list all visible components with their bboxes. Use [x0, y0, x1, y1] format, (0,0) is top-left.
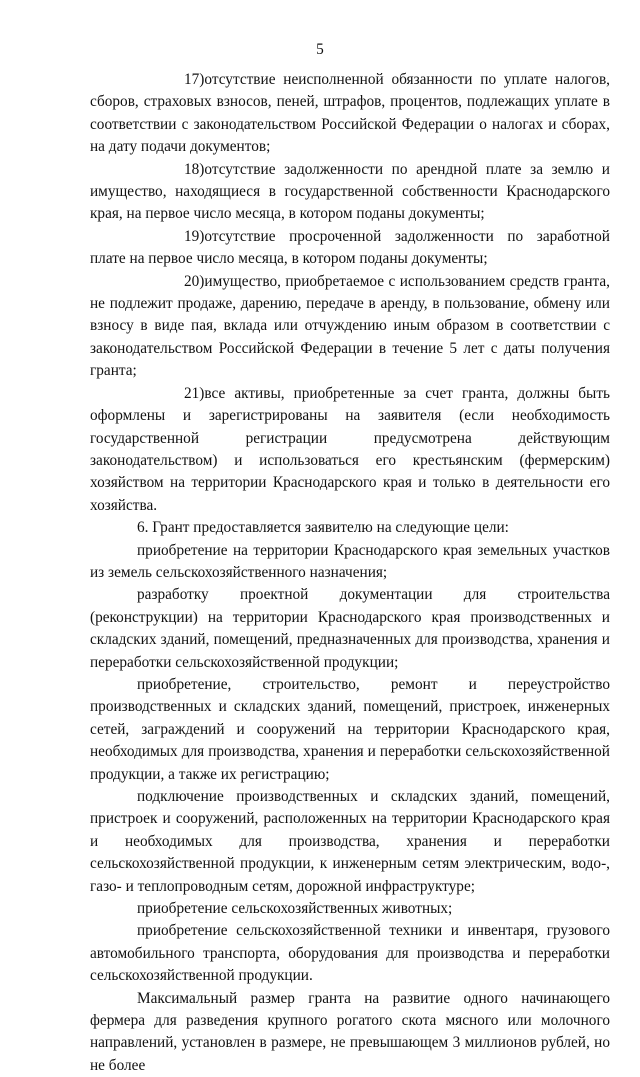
list-item-text: имущество, приобретаемое с использованием средств гранта, не подлежит продаже, дарению, передаче в аренду, в пользование, обмену или взносу в виде пая, вклада или отчуждению иным образом в соответствии с законодательством Российской Федерации в течение 5 лет с даты получения гранта; [90, 272, 610, 380]
page-number: 5 [316, 41, 324, 58]
list-item-number: 20) [184, 272, 205, 290]
max-grant-paragraph: Максимальный размер гранта на развитие одного начинающего фермера для разведения крупного рогатого скота мясного или молочного направлений, установлен в размере, не превышающем 3 миллионов рублей, но не более [90, 989, 610, 1074]
goal-construction: приобретение, строительство, ремонт и переустройство производственных и складских зданий, помещений, пристроек, инженерных сетей, заграждений и сооружений на территории Краснодарского края, необходимых для производства, хранения и переработки сельскохозяйственной продукции, а также их регистрацию; [90, 675, 610, 783]
list-item-number: 18) [184, 160, 205, 178]
list-item-number: 17) [184, 71, 205, 88]
list-item-text: отсутствие неисполненной обязанности по уплате налогов, сборов, страховых взносов, пеней, штрафов, процентов, подлежащих уплате в соответствии с законодательством Российской Федерации о налогах и сборах, на дату подачи документов; [90, 71, 610, 156]
document-body [90, 69, 610, 1077]
list-item-19 [90, 226, 610, 271]
list-item-number: 21) [184, 384, 205, 402]
goal-land-purchase: приобретение на территории Краснодарского края земельных участков из земель сельскохозяйственного назначения; [90, 541, 610, 581]
section-6-heading: 6. Грант предоставляется заявителю на следующие цели: [137, 519, 509, 537]
goal-equipment: приобретение сельскохозяйственной техники и инвентаря, грузового автомобильного транспорта, оборудования для производства и переработки сельскохозяйственной продукции. [90, 922, 610, 985]
list-item-text: отсутствие задолженности по арендной плате за землю и имущество, находящиеся в государственной собственности Краснодарского края, на первое число месяца, в котором поданы документы; [90, 160, 610, 223]
goal-utility-connection: подключение производственных и складских зданий, помещений, пристроек и сооружений, расположенных на территории Краснодарского края и необходимых для производства, хранения и переработки сельскохозяйственной продукции, к инженерным сетям электрическим, водо-, газо- и теплопроводным сетям, дорожной инфраструктуре; [90, 788, 610, 895]
list-item-17 [90, 69, 610, 159]
list-item-text: отсутствие просроченной задолженности по заработной плате на первое число месяца, в котором поданы документы; [90, 227, 610, 268]
list-item-20 [90, 271, 610, 383]
goal-project-documentation: разработку проектной документации для строительства (реконструкции) на территории Краснодарского края производственных и складских зданий, помещений, предназначенных для производства, хранения и переработки сельскохозяйственной продукции; [90, 586, 610, 671]
goal-livestock: приобретение сельскохозяйственных животных; [137, 900, 453, 918]
list-item-number: 19) [184, 227, 205, 245]
list-item-21 [90, 383, 610, 517]
list-item-18 [90, 159, 610, 226]
list-item-text: все активы, приобретенные за счет гранта, должны быть оформлены и зарегистрированы на заявителя (если необходимость государственной регистрации предусмотрена действующим законодательством) и использоваться его крестьянским (фермерским) хозяйством на территории Краснодарского края и только в деятельности его хозяйства. [90, 384, 610, 514]
